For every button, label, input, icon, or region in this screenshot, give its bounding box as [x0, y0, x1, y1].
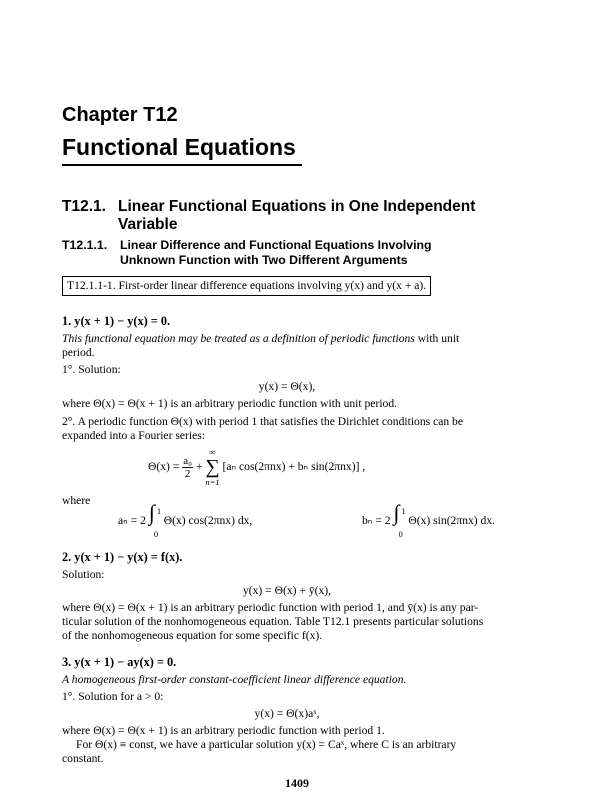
eq1-heading: 1. y(x + 1) − y(x) = 0. — [62, 314, 171, 328]
section-heading — [62, 198, 542, 234]
eq1-desc-plain: with unit — [414, 332, 460, 345]
fourier-plus: + — [195, 459, 203, 473]
section-number: T12.1. — [62, 198, 106, 215]
integral-a-upper: 1 — [156, 506, 162, 516]
integral-sign-icon: ∫ — [393, 500, 400, 525]
chapter-title: Functional Equations — [62, 134, 296, 160]
page-number: 1409 — [285, 776, 309, 790]
eq1-desc-italic: This functional equation may be treated as a definition of periodic functions — [62, 332, 415, 345]
fourier-a0-denominator: 2 — [184, 467, 191, 480]
subsection-title-line2: Unknown Function with Two Different Arguments — [120, 253, 408, 267]
coef-b-lhs: bₙ = 2 — [362, 513, 391, 527]
eq2-line2: ticular solution of the nonhomogeneous equation. Table T12.1 presents particular solutions — [62, 615, 484, 628]
subsection-heading — [62, 238, 542, 268]
fourier-term: [aₙ cos(2πnx) + bₙ sin(2πnx)] , — [222, 459, 366, 473]
eq3-heading: 3. y(x + 1) − ay(x) = 0. — [62, 655, 177, 669]
chapter-label: Chapter T12 — [62, 104, 178, 126]
sum-lower-limit: n=1 — [205, 477, 220, 487]
integral-b — [393, 500, 406, 539]
integral-a — [148, 500, 162, 539]
eq2-line1: where Θ(x) = Θ(x + 1) is an arbitrary periodic function with period 1, and ȳ(x) is any par- — [62, 601, 479, 614]
eq1-p2-line2: expanded into a Fourier series: — [62, 429, 205, 442]
coef-a-body: Θ(x) cos(2πnx) dx, — [163, 513, 253, 527]
eq3-line-b: constant. — [62, 752, 104, 765]
eq2-line3: of the nonhomogeneous equation for some specific f(x). — [62, 629, 323, 642]
fourier-series-formula — [148, 447, 365, 487]
subtopic-box: T12.1.1-1. First-order linear difference equations involving y(x) and y(x + a). — [62, 276, 431, 296]
fourier-lhs: Θ(x) = — [148, 459, 180, 473]
integral-b-lower: 0 — [398, 529, 403, 539]
eq1-solution: y(x) = Θ(x), — [258, 380, 316, 393]
subsection-number: T12.1.1. — [62, 238, 108, 252]
sum-upper-limit: ∞ — [209, 447, 216, 457]
eq1-where-label: where — [62, 494, 91, 507]
eq2-heading: 2. y(x + 1) − y(x) = f(x). — [62, 550, 183, 564]
eq3-where: where Θ(x) = Θ(x + 1) is an arbitrary periodic function with period 1. — [62, 724, 385, 737]
eq3-p1-label: 1°. Solution for a > 0: — [62, 690, 164, 703]
integral-b-upper: 1 — [401, 506, 406, 516]
fourier-a0-fraction — [182, 455, 193, 480]
sum-sigma-icon: ∑ — [205, 456, 220, 478]
fourier-a0-numerator: a₀ — [183, 454, 192, 467]
eq1-desc-line2: period. — [62, 346, 95, 359]
integral-sign-icon: ∫ — [148, 500, 155, 525]
subsection-title-line1: Linear Difference and Functional Equations Involving — [120, 238, 432, 252]
eq2-label: Solution: — [62, 568, 105, 581]
eq1-p2-line1: 2°. A periodic function Θ(x) with period 1 that satisfies the Dirichlet conditions can be — [62, 415, 463, 428]
chapter-title-rule — [62, 164, 302, 166]
eq1-p1-label: 1°. Solution: — [62, 363, 121, 376]
eq1-where: where Θ(x) = Θ(x + 1) is an arbitrary periodic function with unit period. — [62, 397, 398, 410]
eq3-solution: y(x) = Θ(x)aˣ, — [254, 707, 320, 720]
section-title-line2: Variable — [118, 216, 178, 233]
coefficient-a-formula — [118, 500, 253, 539]
eq3-description: A homogeneous first-order constant-coefficient linear difference equation. — [62, 673, 407, 686]
eq2-solution: y(x) = Θ(x) + ȳ(x), — [242, 584, 332, 597]
coef-b-body: Θ(x) sin(2πnx) dx. — [408, 513, 496, 527]
integral-a-lower: 0 — [153, 529, 159, 539]
section-title-line1: Linear Functional Equations in One Independent — [118, 198, 476, 215]
coef-a-lhs: aₙ = 2 — [118, 513, 146, 527]
summation-sign — [205, 447, 219, 487]
eq3-line-a: For Θ(x) ≡ const, we have a particular solution y(x) = Caˣ, where C is an arbitrary — [76, 738, 457, 751]
eq1-description — [62, 332, 512, 347]
coefficient-b-formula — [362, 500, 496, 539]
